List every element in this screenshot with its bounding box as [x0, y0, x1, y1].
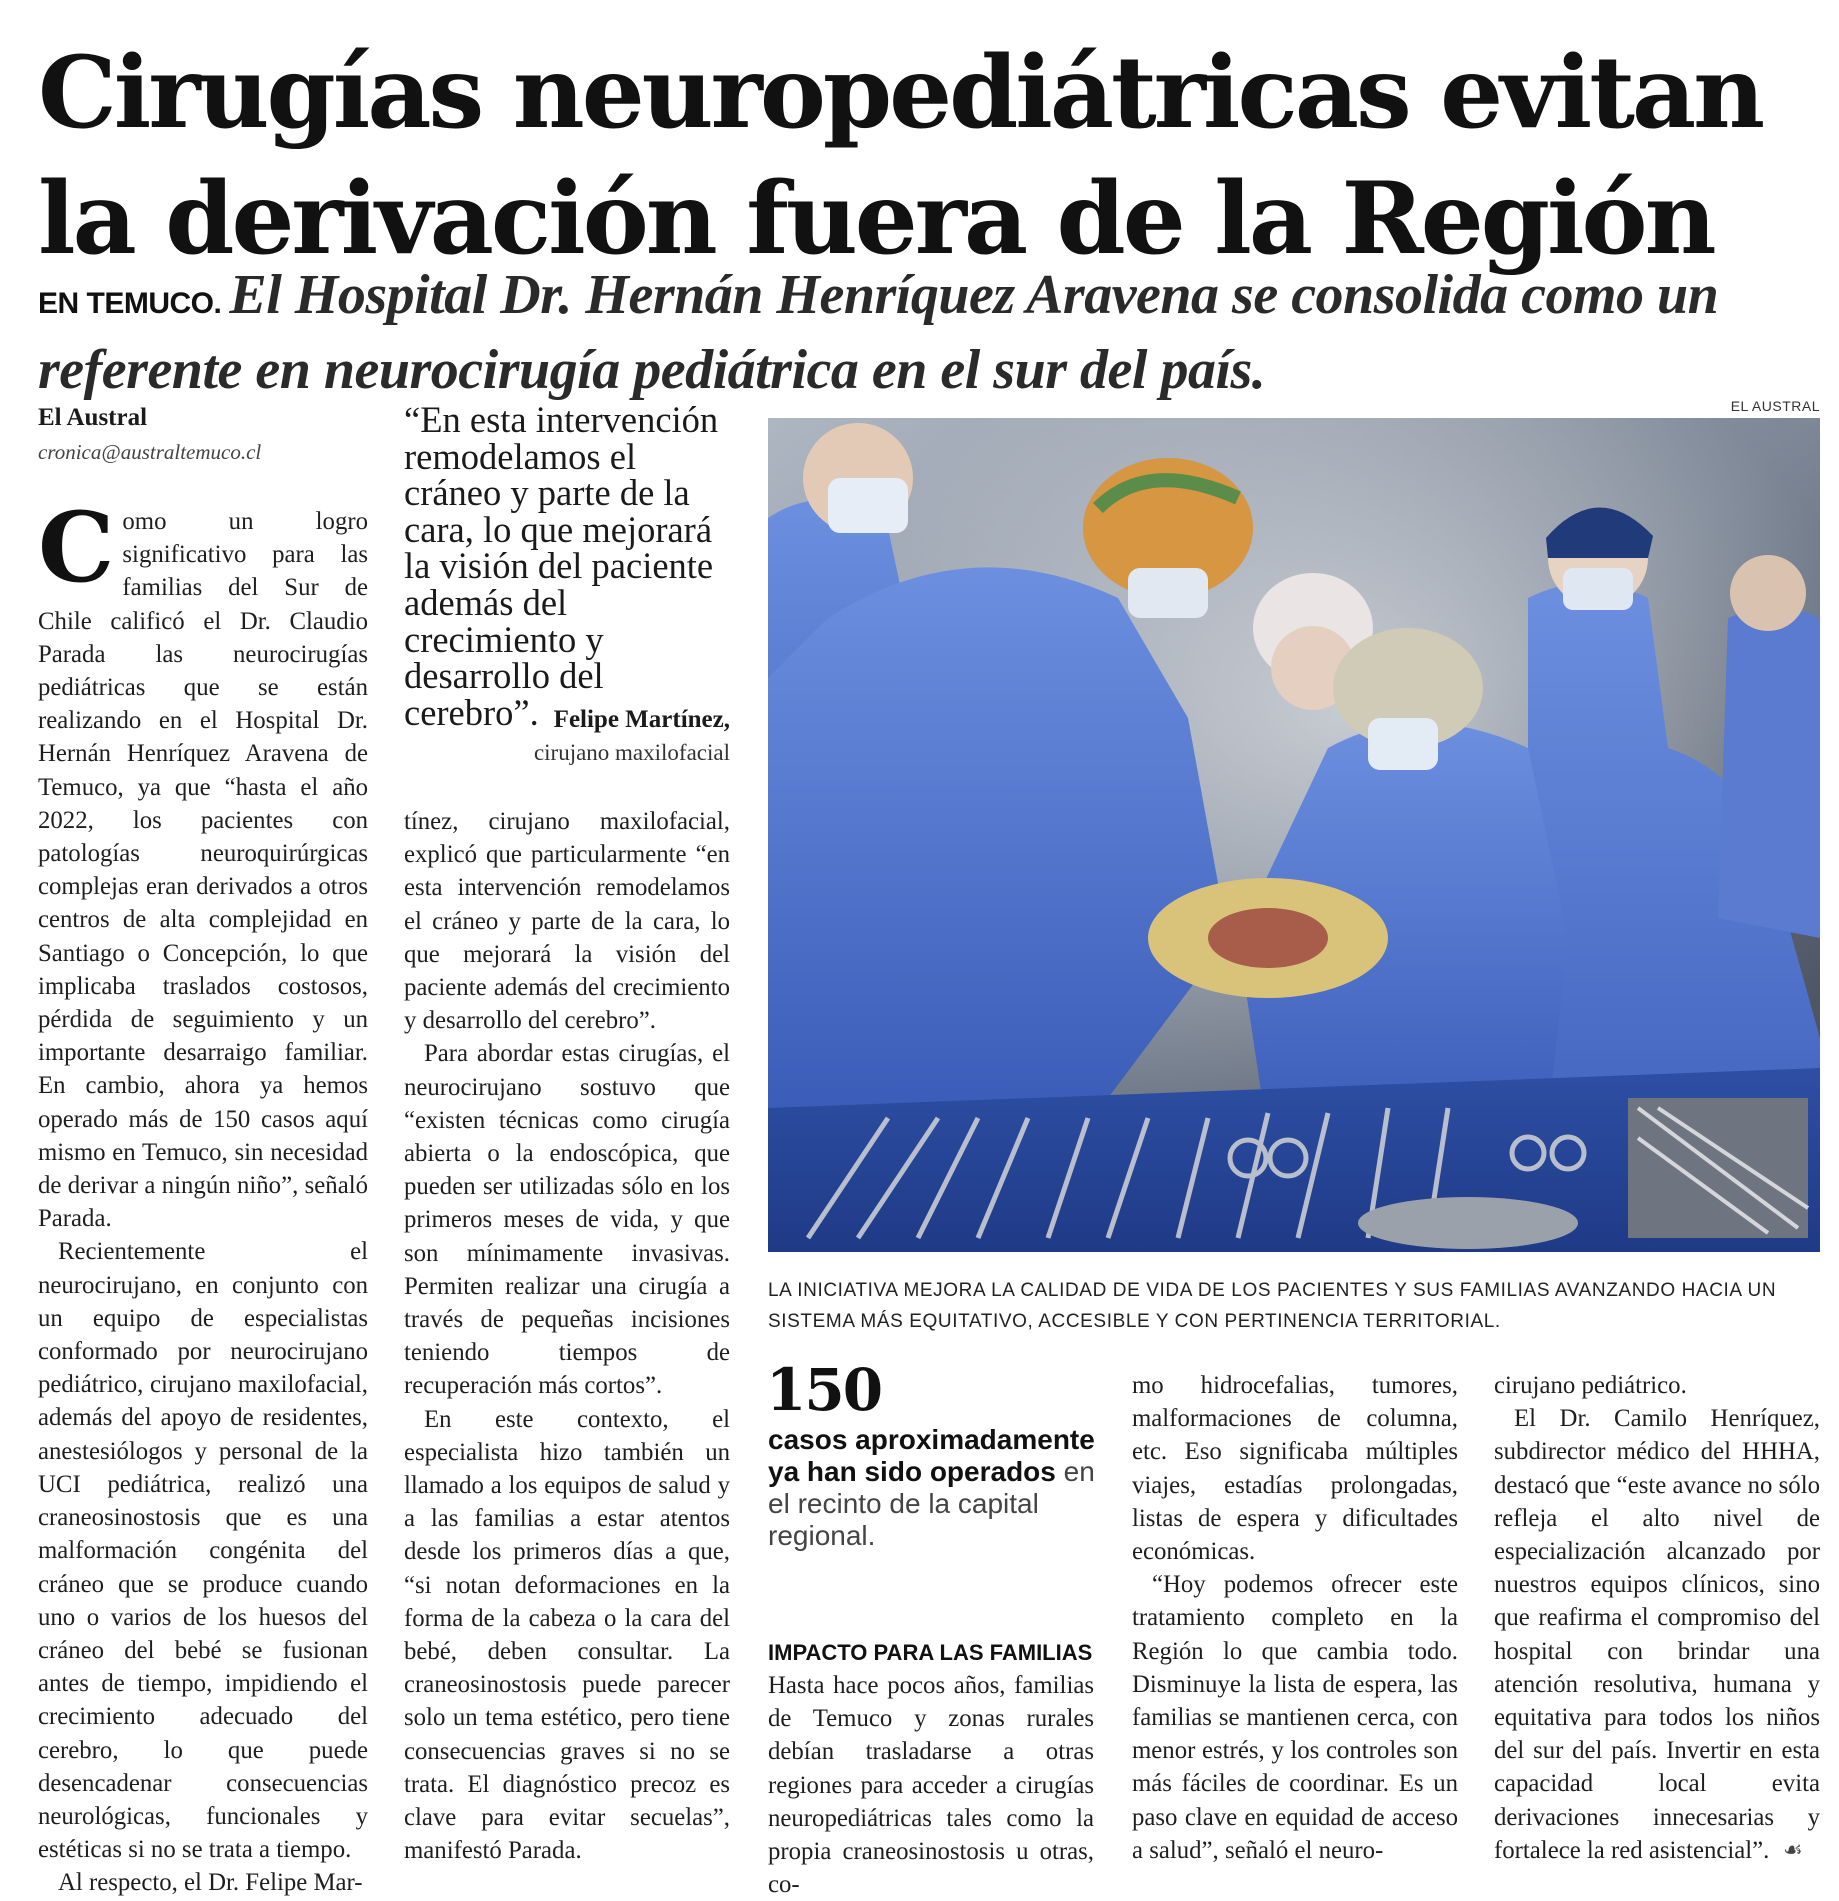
byline-author: El Austral — [38, 404, 148, 431]
surgery-photo — [768, 418, 1820, 1252]
article-column-3 — [768, 1669, 1094, 1901]
photo-credit: EL AUSTRAL — [1730, 398, 1820, 414]
deck — [38, 262, 1798, 403]
impact-subhead: IMPACTO PARA LAS FAMILIAS — [768, 1640, 1093, 1665]
pull-quote-author: Felipe Martínez, — [553, 706, 730, 733]
photo-caption: LA INICIATIVA MEJORA LA CALIDAD DE VIDA DE LOS PACIENTES Y SUS FAMILIAS AVANZANDO HACIA UN SISTEMA MÁS EQUITATIVO, ACCESIBLE Y CON PERTINENCIA TERRITORIAL. — [768, 1280, 1777, 1332]
byline-email[interactable]: cronica@australtemuco.cl — [38, 440, 262, 464]
dropcap: C — [38, 491, 115, 604]
paragraph: Hasta hace pocos años, familias de Temuco y zonas rurales debían trasladarse a otras regiones para acceder a cirugías neuropediátricas tales como la propia craneosinostosis u otras, co- — [768, 1672, 1094, 1899]
stat-number: 150 — [766, 1356, 882, 1424]
surgery-illustration — [768, 418, 1820, 1252]
paragraph: Para abordar estas cirugías, el neurocirujano sostuvo que “existen técnicas como cirugía abierta o la endoscópica, que pueden ser utilizadas sólo en los primeros meses de vida, y que son mínimamente invasivas. Permiten realizar una cirugía a través de pequeñas incisiones teniendo tiempos de recuperación más cortos”. — [404, 1040, 730, 1400]
paragraph: “Hoy podemos ofrecer este tratamiento completo en la Región lo que cambia todo. Disminuye la lista de espera, las familias se mantienen cerca, con menor estrés, y los controles son más fáciles de coordinar. Es un paso clave en equidad de acceso a salud”, señaló el neuro- — [1132, 1571, 1458, 1864]
end-mark-icon: ☙ — [1783, 1838, 1803, 1863]
paragraph: En este contexto, el especialista hizo también un llamado a los equipos de salud y a las familias a estar atentos desde los primeros días a que, “si notan deformaciones en la forma de la cabeza o la cara del bebé, deben consultar. La craneosinostosis puede parecer solo un tema estético, pero tiene consecuencias graves si no se trata. El diagnóstico precoz es clave para evitar secuelas”, manifestó Parada. — [404, 1405, 730, 1865]
headline — [38, 30, 1818, 282]
deck-text: El Hospital Dr. Hernán Henríquez Aravena se consolida como un referente en neurocirugía pediátrica en el sur del país. — [38, 264, 1719, 401]
paragraph: Al respecto, el Dr. Felipe Mar- — [58, 1869, 363, 1897]
article-column-4 — [1132, 1369, 1458, 1867]
headline-line-1: Cirugías neuropediátricas evitan — [38, 35, 1763, 151]
article-column-5 — [1494, 1369, 1820, 1867]
stat-text — [768, 1424, 1098, 1552]
pull-quote-role: cirujano maxilofacial — [533, 740, 730, 765]
stat-bold: casos aproximadamente ya han sido operados — [768, 1424, 1095, 1487]
article-column-1 — [38, 491, 368, 1900]
paragraph: cirujano pediátrico. — [1494, 1372, 1687, 1399]
paragraph: Recientemente el neurocirujano, en conjunto con un equipo de especialistas conformado por neurocirujano pediátrico, cirujano maxilofacial, además del apoyo de residentes, anestesiólogos y personal de la UCI pediátrica, realizó una craneosinostosis que es una malformación congénita del cráneo que se produce cuando uno o varios de los huesos del cráneo del bebé se fusionan antes de tiempo, impidiendo el crecimiento adecuado del cerebro, lo que puede desencadenar consecuencias neurológicas, funcionales y estéticas si no se trata a tiempo. — [38, 1238, 368, 1864]
deck-kicker: EN TEMUCO. — [38, 287, 222, 320]
headline-line-2: la derivación fuera de la Región — [38, 161, 1714, 277]
paragraph: El Dr. Camilo Henríquez, subdirector médico del HHHA, destacó que “este avance no sólo refleja el alto nivel de especialización alcanzado por nuestros equipos clínicos, sino que reafirma el compromiso del hospital con brindar una atención resolutiva, humana y equitativa para todos los niños del sur del país. Invertir en esta capacidad local evita derivaciones innecesarias y fortalece la red asistencial”. — [1494, 1405, 1820, 1864]
stat-rest: en el recinto de la capital regional. — [768, 1456, 1095, 1551]
paragraph: mo hidrocefalias, tumores, malformaciones de columna, etc. Eso significaba múltiples viajes, estadías prolongadas, listas de espera y dificultades económicas. — [1132, 1372, 1458, 1566]
pull-quote: “En esta intervención remodelamos el cráneo y parte de la cara, lo que mejorará la visión del paciente además del crecimiento y desarrollo del cerebro”. — [404, 399, 719, 733]
article-column-2 — [404, 805, 730, 1868]
paragraph: tínez, cirujano maxilofacial, explicó que particularmente “en esta intervención remodelamos el cráneo y parte de la cara, lo que mejorará la visión del paciente además del crecimiento y desarrollo del cerebro”. — [404, 808, 730, 1035]
paragraph: omo un logro significativo para las familias del Sur de Chile calificó el Dr. Claudio Parada las neurocirugías pediátricas que se están realizando en el Hospital Dr. Hernán Henríquez Aravena de Temuco, ya que “hasta el año 2022, los pacientes con patologías neuroquirúrgicas complejas eran derivados a otros centros de alta complejidad en Santiago o Concepción, lo que implicaba traslados costosos, pérdida de seguimiento y un importante desarraigo familiar. En cambio, ahora ya hemos operado más de 150 casos aquí mismo en Temuco, sin necesidad de derivar a ningún niño”, señaló Parada. — [38, 508, 368, 1233]
